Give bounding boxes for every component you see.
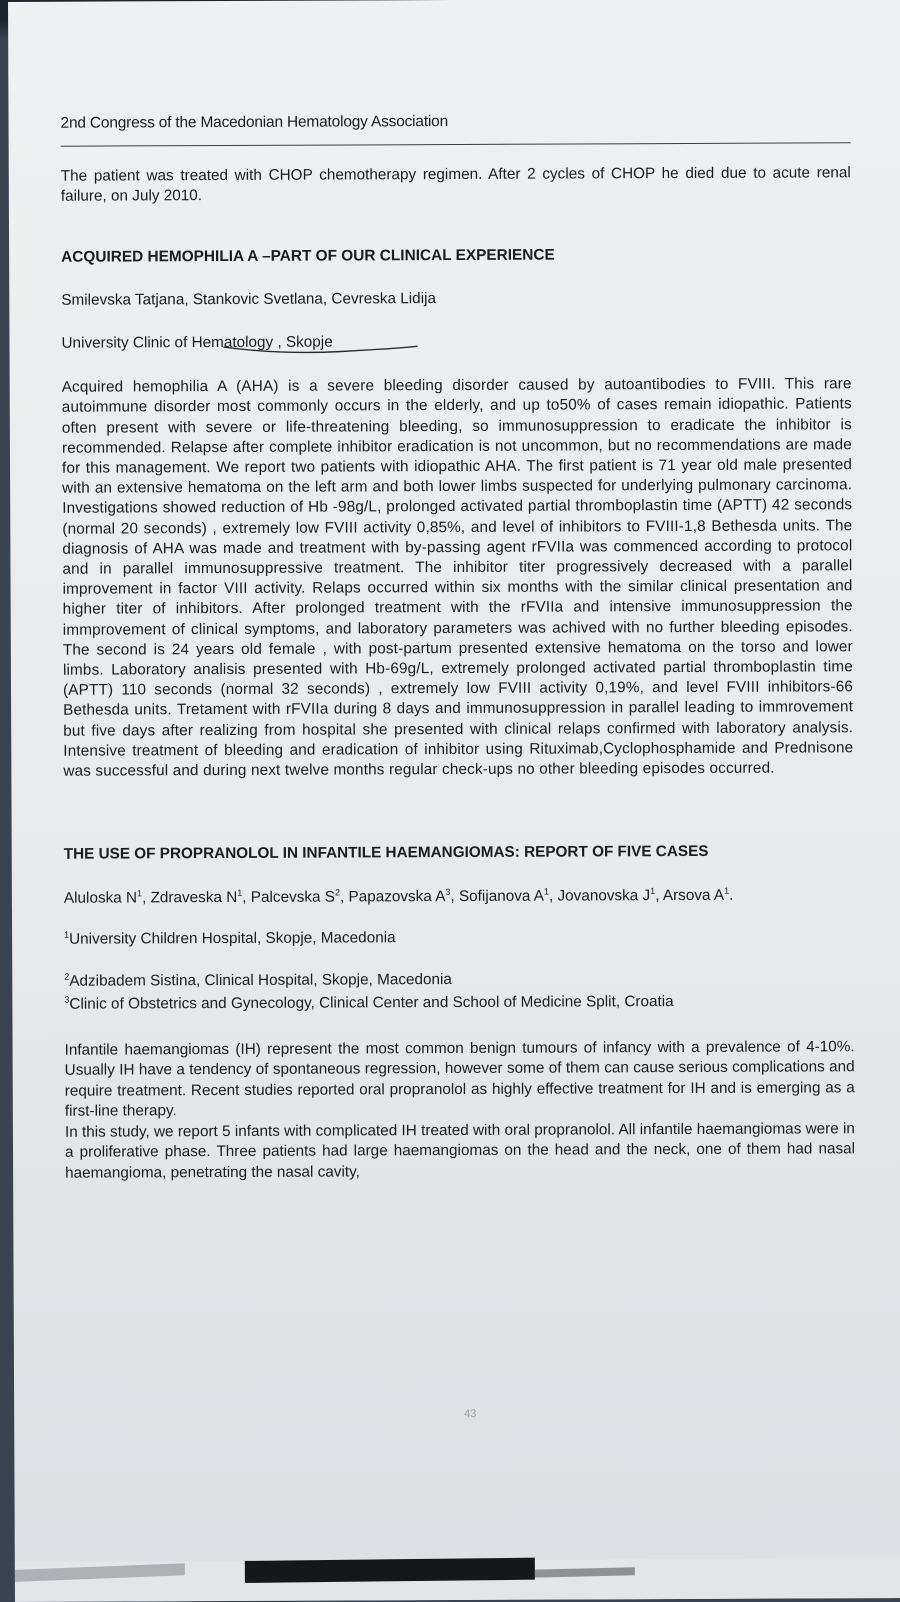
article1-title: ACQUIRED HEMOPHILIA A –PART OF OUR CLINICAL EXPERIENCE xyxy=(61,246,555,266)
author-5: Jovanovska $J^1$, xyxy=(557,886,663,905)
article1-authors: Smilevska Tatjana, Stankovic Svetlana, Cevreska Lidija xyxy=(61,289,437,309)
article2-affiliation-3: $^3$Clinic of Obstetrics and Gynecology, Clinical Center and School of Medicine Split, Croatia xyxy=(64,992,674,1013)
author-0: Aluloska $N^1$, xyxy=(63,888,151,907)
intro-paragraph: The patient was treated with CHOP chemotherapy regimen. After 2 cycles of CHOP he died due to acute renal failure, on July 2010. xyxy=(60,164,851,206)
author-6: Arsova $A^1$. xyxy=(662,885,734,905)
page-content xyxy=(60,110,855,1184)
author-1: Zdraveska $N^1$, xyxy=(150,888,251,907)
running-header: 2nd Congress of the Macedonian Hematology Association xyxy=(60,113,449,132)
next-page-edge xyxy=(15,1538,900,1602)
article2-authors xyxy=(64,885,854,909)
article2-abstract-p1: Infantile haemangiomas (IH) represent the most common benign tumours of infancy with a prevalence of 4-10%. Usually IH have a tendency of spontaneous regression, however some of them can cause serious complications and require treatment. Recent studies reported oral propranolol as highly effective treatment for IH and is emerging as a first-line therapy. xyxy=(64,1038,855,1121)
header-rule xyxy=(61,142,851,146)
pen-underline xyxy=(221,342,421,357)
author-4: Sofijanova $A^1$, xyxy=(458,886,558,906)
article2-abstract-p2: In this study, we report 5 infants with complicated IH treated with oral propranolol. All infantile haemangiomas were in a proliferative phase. Three patients had large haemangiomas on the head and the neck, one of them had nasal haemangioma, penetrating the nasal cavity, xyxy=(64,1120,856,1182)
article1-abstract: Acquired hemophilia A (AHA) is a severe bleeding disorder caused by autoantibodies to FVIII. This rare autoimmune disorder most commonly occurs in the elderly, and up to50% of cases remain idiopathic. Patients often present with severe or life-threatening bleeding, so immunosuppression to eradicate the inhibitor is recommended. Relapse after complete inhibitor eradication is not uncommon, but no recommendations are made for this management. We report two patients with idiopathic AHA. The first patient is 71 year old male presented with an extensive hematoma on the left arm and both lower limbs suspected for underlying pulmonary carcinoma. Investigations showed reduction of Hb -98g/L, prolonged activated partial thromboplastin time (APTT) 42 seconds (normal 20 seconds) , extremely low FVIII activity 0,85%, and level of inhibitors to FVIII-1,8 Bethesda units. The diagnosis of AHA was made and treatment with by-passing agent rFVIIa was commenced according to protocol and in parallel immunosuppressive treatment. The inhibitor titer progressively decreased with a parallel improvement in factor VIII activity. Relaps occurred within six months with the similar clinical presentation and higher titer of inhibitors. After prolonged treatment with the rFVIIa and intensive immunosuppression the immprovement of clinical symptoms, and laboratory parameters was achived with no further bleeding episodes. The second is 24 years old female , with post-partum presented extensive hematoma on the torso and lower limbs. Laboratory analisis presented with Hb-69g/L, extremely prolonged activated partial thromboplastin time (APTT) 110 seconds (normal 32 seconds) , extremely low FVIII activity 0,19%, and level FVIII inhibitors-66 Bethesda units. Tretament with rFVIIa during 8 days and immunosuppression in parallel leading to immrovement but five days after realizing from hospital she presented with clinical relaps confirmed with laboratory analysis. Intensive treatment of bleeding and eradication of inhibitor using Rituximab,Cyclophosphamide and Prednisone was successful and during next twelve months regular check-ups no other bleeding episodes occurred. xyxy=(61,375,854,780)
article1-affiliation: University Clinic of Hematology , Skopje xyxy=(61,333,333,352)
article2-affiliation-2: $^2$Adzibadem Sistina, Clinical Hospital, Skopje, Macedonia xyxy=(64,971,452,991)
author-3: Papazovska $A^3$, xyxy=(348,887,459,906)
article2-affiliation-1: $^1$University Children Hospital, Skopje, Macedonia xyxy=(64,929,396,948)
article2-title: THE USE OF PROPRANOLOL IN INFANTILE HAEMANGIOMAS: REPORT OF FIVE CASES xyxy=(63,843,709,863)
document-page xyxy=(8,0,900,1602)
page-number: 43 xyxy=(464,1407,477,1420)
author-2: Palcevska $S^2$, xyxy=(250,887,349,907)
